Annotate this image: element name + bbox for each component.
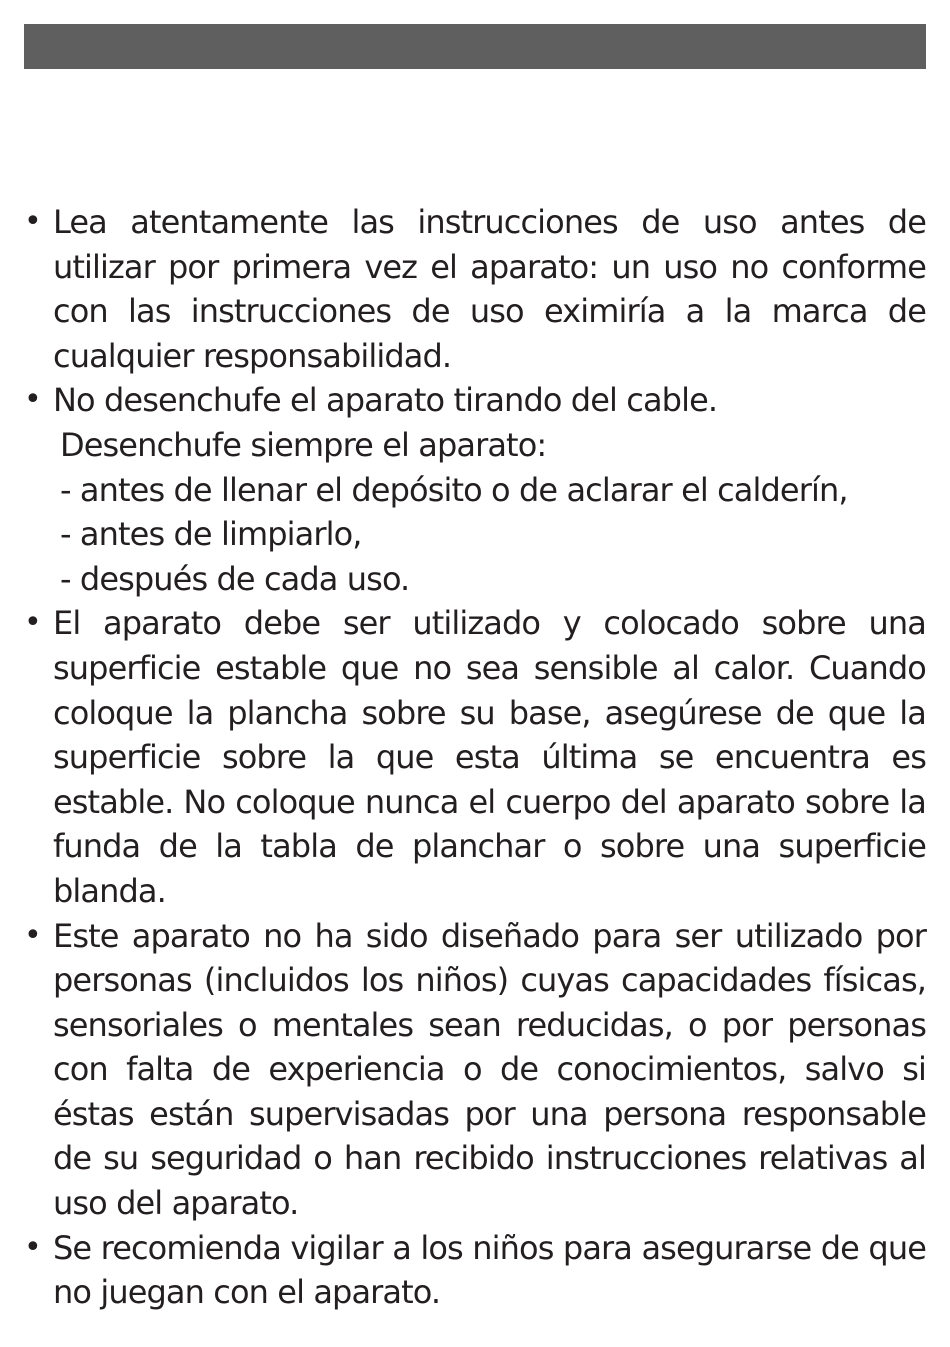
list-item <box>24 378 926 601</box>
sub-line: - antes de llenar el depósito o de aclarar el calderín, <box>60 470 848 509</box>
item-text: No desenchufe el aparato tirando del cable. <box>53 381 718 420</box>
bullet-icon: • <box>24 605 41 641</box>
list-item <box>24 601 926 913</box>
bullet-icon: • <box>24 917 41 953</box>
item-text: Este aparato no ha sido diseñado para ser utilizado por personas (incluidos los niños) cuyas capacidades físicas, sensoriales o mentales sean reducidas, o por personas con falta de experiencia o de conocimientos, salvo si éstas están supervisadas por una persona responsable de su seguridad o han recibido instrucciones relativas al uso del aparato. <box>53 916 926 1223</box>
item-text: Lea atentamente las instrucciones de uso antes de utilizar por primera vez el aparato: un uso no conforme con las instrucciones de uso eximiría a la marca de cualquier responsabilidad. <box>53 203 926 375</box>
list-item <box>24 200 926 378</box>
sub-line: - antes de limpiarlo, <box>60 515 362 554</box>
bullet-icon: • <box>24 1229 41 1265</box>
item-text: Se recomienda vigilar a los niños para asegurarse de que no juegan con el aparato. <box>53 1228 926 1312</box>
list-item <box>24 914 926 1226</box>
list-item <box>24 1226 926 1315</box>
item-text: El aparato debe ser utilizado y colocado sobre una superficie estable que no sea sensible al calor. Cuando coloque la plancha sobre su base, asegúrese de que la superficie sobre la que esta última se encuentra es estable. No coloque nunca el cuerpo del aparato sobre la funda de la tabla de planchar o sobre una superficie blanda. <box>53 604 926 910</box>
bullet-icon: • <box>24 204 41 239</box>
sub-line: - después de cada uso. <box>60 559 410 598</box>
safety-instructions <box>24 200 926 1315</box>
bullet-icon: • <box>24 382 41 418</box>
header-bar <box>24 24 926 69</box>
sub-line: Desenchufe siempre el aparato: <box>60 425 547 464</box>
instruction-list <box>24 200 926 1315</box>
